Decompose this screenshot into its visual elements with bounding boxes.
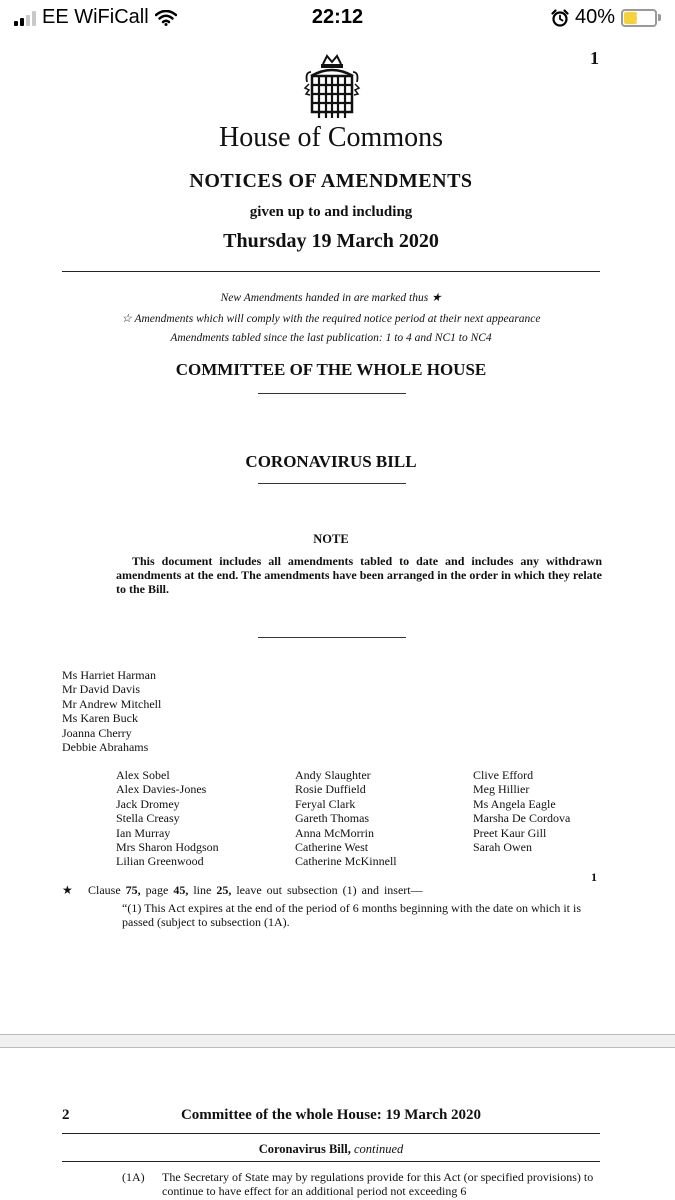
sponsor-name: Mr David Davis [62,682,140,697]
supporter-name: Alex Sobel [116,768,170,782]
supporter-name: Meg Hillier [473,782,530,797]
page-break-edge [0,1047,675,1048]
carrier-label: EE WiFiCall [42,6,149,28]
supporter-column [473,768,570,854]
divider [62,1161,600,1162]
supporter-name: Anna McMorrin [295,825,374,840]
supporter-name: Clive Efford [473,768,534,782]
supporter-name: Rosie Duffield [295,782,366,797]
supporter-name: Marsha De Cordova [473,811,571,826]
line-ref: 25, [216,883,232,897]
bill-heading: CORONAVIRUS BILL [245,452,417,471]
divider [258,393,406,394]
page-label: page [145,883,169,897]
continued-label: continued [353,1142,404,1156]
battery-icon [621,9,657,27]
amendment-number: 1 [591,870,597,884]
divider [258,637,406,638]
battery-tip [658,14,661,21]
bill-subheading [0,1142,662,1157]
sponsor-name: Debbie Abrahams [62,740,149,755]
document-title: House of Commons [219,122,443,153]
page-number: 1 [590,48,599,68]
divider [62,1133,600,1134]
amendment-text: “(1) This Act expires at the end of the period of 6 months beginning with the date on which it is passed (subject to subsection (1A). [122,901,582,929]
note-heading: NOTE [313,532,349,546]
amendment-reference [88,883,423,898]
supporter-name: Jack Dromey [116,796,180,811]
supporter-name: Stella Creasy [116,811,180,826]
status-bar [0,0,675,36]
supporter-name: Andy Slaughter [295,768,371,782]
marking-note: ☆ Amendments which will comply with the required notice period at their next appearance [121,313,541,325]
supporter-name: Gareth Thomas [295,811,370,826]
clause-number: 75, [125,883,141,897]
portcullis-crest-icon [303,54,361,122]
supporter-name: Alex Davies-Jones [116,782,207,797]
supporter-name: Lilian Greenwood [116,854,204,869]
supporter-name: Sarah Owen [473,840,532,855]
clause-label: Clause [88,883,121,897]
committee-heading: COMMITTEE OF THE WHOLE HOUSE [175,360,487,379]
subsection-label: (1A) [122,1170,145,1184]
amendment-instruction: leave out subsection (1) and insert— [236,883,423,897]
battery-percent: 40% [574,6,615,28]
sponsor-name: Mr Andrew Mitchell [62,696,162,711]
marking-note: New Amendments handed in are marked thus ★ [220,292,442,304]
supporter-name: Catherine McKinnell [295,854,397,869]
page-break [0,1035,675,1047]
page-ref: 45, [173,883,189,897]
supporter-name: Catherine West [295,840,369,855]
supporter-name: Mrs Sharon Hodgson [116,840,219,855]
clock: 22:12 [311,6,364,28]
marking-note: Amendments tabled since the last publication: 1 to 4 and NC1 to NC4 [170,332,492,344]
supporter-column [295,768,397,869]
page-number: 2 [62,1107,70,1123]
divider [258,483,406,484]
supporter-name: Ms Angela Eagle [473,796,556,811]
note-body: This document includes all amendments tabled to date and includes any withdrawn amendments at the end. The amendments have been arranged in the order in which they relate to the Bill. [116,554,602,596]
divider [62,271,600,272]
alarm-icon [551,9,569,27]
charging-bolt-icon: ⚡ [633,8,645,26]
subsection-text: The Secretary of State may by regulations provide for this Act (or specified provisions) to continue to have effect for an additional period not exceeding 6 [162,1170,594,1198]
supporter-name: Ian Murray [116,825,171,840]
sponsor-name: Ms Karen Buck [62,711,138,726]
supporter-name: Feryal Clark [295,796,356,811]
running-header: Committee of the whole House: 19 March 2020 [180,1107,482,1123]
given-line: given up to and including [249,204,413,220]
sponsor-list [62,668,161,754]
date-line: Thursday 19 March 2020 [223,230,439,252]
bill-name: Coronavirus Bill, [258,1142,351,1156]
status-right [551,6,661,29]
notices-heading: NOTICES OF AMENDMENTS [189,170,473,192]
sponsor-name: Ms Harriet Harman [62,668,156,682]
supporter-column [116,768,219,869]
line-label: line [193,883,212,897]
new-amendment-star-icon: ★ [62,883,73,897]
sponsor-name: Joanna Cherry [62,725,132,740]
supporter-name: Preet Kaur Gill [473,825,547,840]
